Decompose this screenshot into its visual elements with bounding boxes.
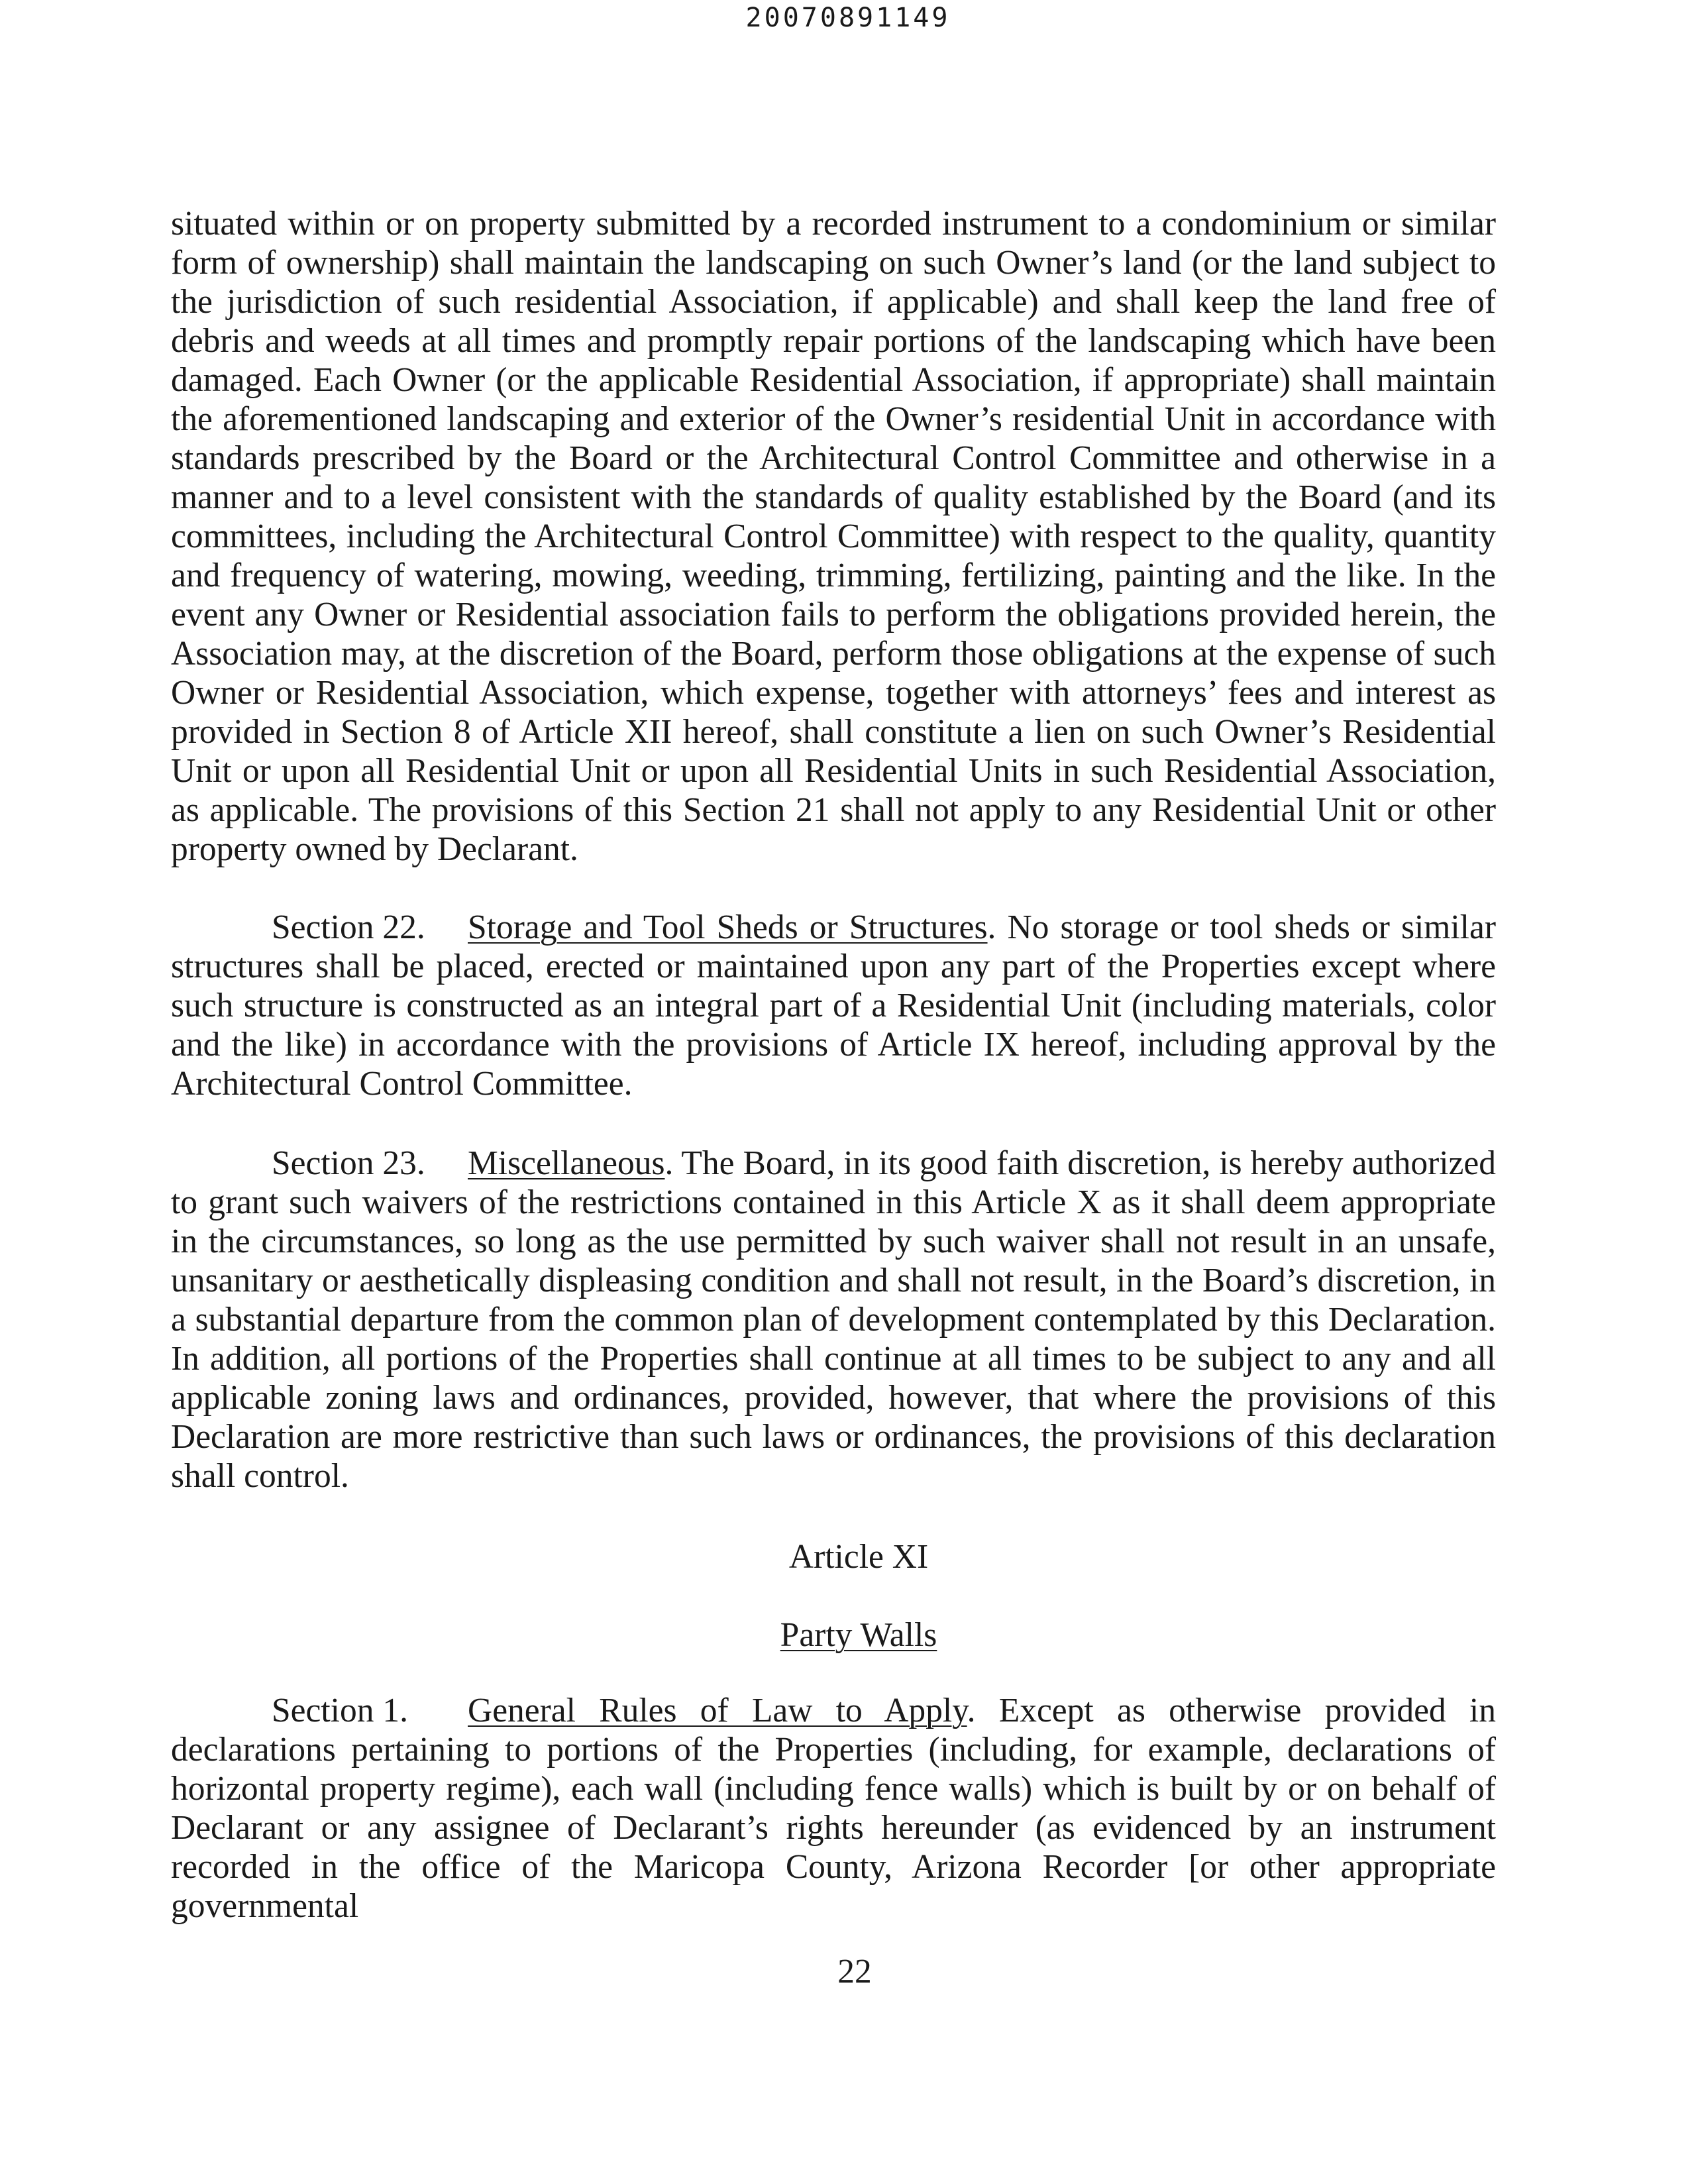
section-23-text: . The Board, in its good faith discretion, is hereby authorized to grant such waivers of the restrictions contained in this Article X as it shall deem appropriate in the circumstances, so long as the use permitted by such waiver shall not result in an unsafe, unsanitary or aesthetically displeasing condition and shall not result, in the Board’s discretion, in a substantial departure from the common plan of development contemplated by this Declaration. In addition, all portions of the Properties shall continue at all times to be subject to any and all applicable zoning laws and ordinances, provided, however, that where the provisions of this Declaration are more restrictive than such laws or ordinances, the provisions of this declaration shall control.	[171, 1144, 1496, 1495]
article-subtitle	[0, 1615, 1696, 1655]
section-1-text: . Except as otherwise provided in declarations pertaining to portions of the Properties (including, for example, declarations of horizontal property regime), each wall (including fence walls) which is built by or on behalf of Declarant or any assignee of Declarant’s rights hereunder (as evidenced by an instrument recorded in the office of the Maricopa County, Arizona Recorder [or other appropriate governmental	[171, 1692, 1496, 1925]
section-1-heading: General Rules of Law to Apply	[468, 1692, 967, 1729]
section-23-label: Section 23.	[272, 1144, 425, 1182]
section-1-label: Section 1.	[272, 1692, 408, 1729]
section-22-paragraph	[171, 908, 1496, 1103]
article-title: Article XI	[788, 1538, 929, 1576]
paragraph-landscaping-continued: situated within or on property submitted by a recorded instrument to a condominium or similar form of ownership) shall maintain the landscaping on such Owner’s land (or the land subject to the jurisdiction of such residential Association, if applicable) and shall keep the land free of debris and weeds at all times and promptly repair portions of the landscaping which have been damaged. Each Owner (or the applicable Residential Association, if appropriate) shall maintain the aforementioned landscaping and exterior of the Owner’s residential Unit in accordance with standards prescribed by the Board or the Architectural Control Committee and otherwise in a manner and to a level consistent with the standards of quality established by the Board (and its committees, including the Architectural Control Committee) with respect to the quality, quantity and frequency of watering, mowing, weeding, trimming, fertilizing, painting and the like. In the event any Owner or Residential association fails to perform the obligations provided herein, the Association may, at the discretion of the Board, perform those obligations at the expense of such Owner or Residential Association, which expense, together with attorneys’ fees and interest as provided in Section 8 of Article XII hereof, shall constitute a lien on such Owner’s Residential Unit or upon all Residential Unit or upon all Residential Units in such Residential Association, as applicable. The provisions of this Section 21 shall not apply to any Residential Unit or other property owned by Declarant.	[171, 205, 1496, 868]
document-number: 20070891149	[745, 3, 951, 33]
section-22-heading: Storage and Tool Sheds or Structures	[468, 908, 988, 946]
section-1-paragraph	[171, 1691, 1496, 1926]
section-22-text: . No storage or tool sheds or similar structures shall be placed, erected or maintained upon any part of the Properties except where such structure is constructed as an integral part of a Residential Unit (including materials, color and the like) in accordance with the provisions of Article IX hereof, including approval by the Architectural Control Committee.	[171, 908, 1496, 1103]
article-subtitle-text: Party Walls	[780, 1616, 937, 1654]
section-22-label: Section 22.	[272, 908, 425, 946]
section-23-heading: Miscellaneous	[468, 1144, 665, 1182]
section-23-paragraph	[171, 1144, 1496, 1496]
page-number: 22	[837, 1953, 872, 1991]
